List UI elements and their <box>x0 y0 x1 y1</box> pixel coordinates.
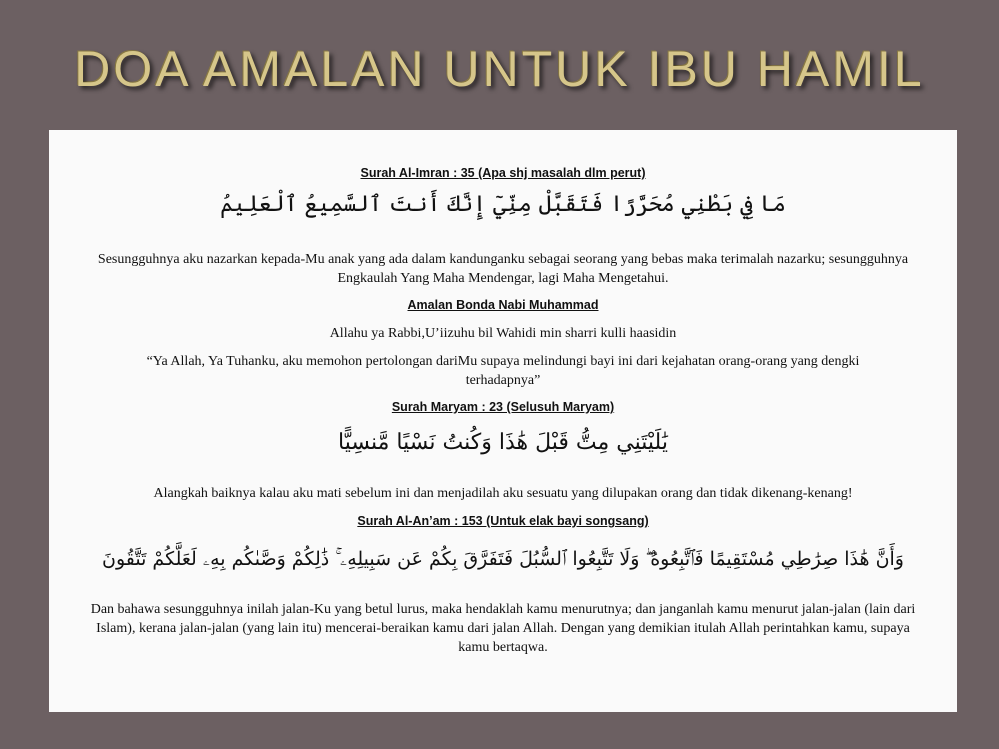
arabic-maryam: يَٰلَيْتَنِي مِتُّ قَبْلَ هَٰذَا وَكُنتُ نَسْيًا مَّنسِيًّا <box>338 430 668 455</box>
content-card <box>49 130 957 712</box>
heading-al-imran: Surah Al-Imran : 35 (Apa shj masalah dlm perut) <box>360 166 646 180</box>
heading-maryam: Surah Maryam : 23 (Selusuh Maryam) <box>391 400 615 414</box>
translation-al-imran: Sesungguhnya aku nazarkan kepada-Mu anak yang ada dalam kandunganku sebagai seorang yang bebas maka terimalah nazarku; sesungguhnya Engkaulah Yang Maha Mendengar, lagi Maha Mengetahui. <box>97 252 909 286</box>
heading-al-anam: Surah Al-An’am : 153 (Untuk elak bayi songsang) <box>357 514 649 528</box>
arabic-al-imran: مَا فِي بَطْنِي مُحَرَّرًا فَتَقَبَّلْ مِنِّيٓ إِنَّكَ أَنتَ ٱلسَّمِيعُ ٱلْعَلِيمُ <box>220 192 786 217</box>
translation-amalan-bonda: “Ya Allah, Ya Tuhanku, aku memohon pertolongan dariMu supaya melindungi bayi ini dari kejahatan orang-orang yang dengki terhadapnya” <box>146 354 860 388</box>
arabic-al-anam: وَأَنَّ هَٰذَا صِرَٰطِي مُسْتَقِيمًا فَٱتَّبِعُوهُ ۖ وَلَا تَتَّبِعُوا ٱلسُّبُلَ فَتَفَرَّقَ بِكُمْ عَن سَبِيلِهِۦ ۚ ذَٰلِكُمْ وَصَّىٰكُم بِهِۦ لَعَلَّكُمْ تَتَّقُونَ <box>101 548 904 570</box>
heading-amalan-bonda: Amalan Bonda Nabi Muhammad <box>407 298 599 312</box>
translation-al-anam: Dan bahawa sesungguhnya inilah jalan-Ku yang betul lurus, maka hendaklah kamu menurutnya; dan janganlah kamu menurut jalan-jalan (lain dari Islam), kerana jalan-jalan (yang lain itu) mencerai-beraikan kamu dari jalan Allah. Dengan yang demikian itulah Allah perintahkan kamu, supaya kamu bertaqwa. <box>90 602 916 655</box>
text-amalan-bonda: Allahu ya Rabbi,U’iizuhu bil Wahidi min sharri kulli haasidin <box>329 326 677 341</box>
slide-title: DOA AMALAN UNTUK IBU HAMIL <box>74 41 925 97</box>
translation-maryam: Alangkah baiknya kalau aku mati sebelum ini dan menjadilah aku sesuatu yang dilupakan orang dan tidak dikenang-kenang! <box>153 486 853 501</box>
